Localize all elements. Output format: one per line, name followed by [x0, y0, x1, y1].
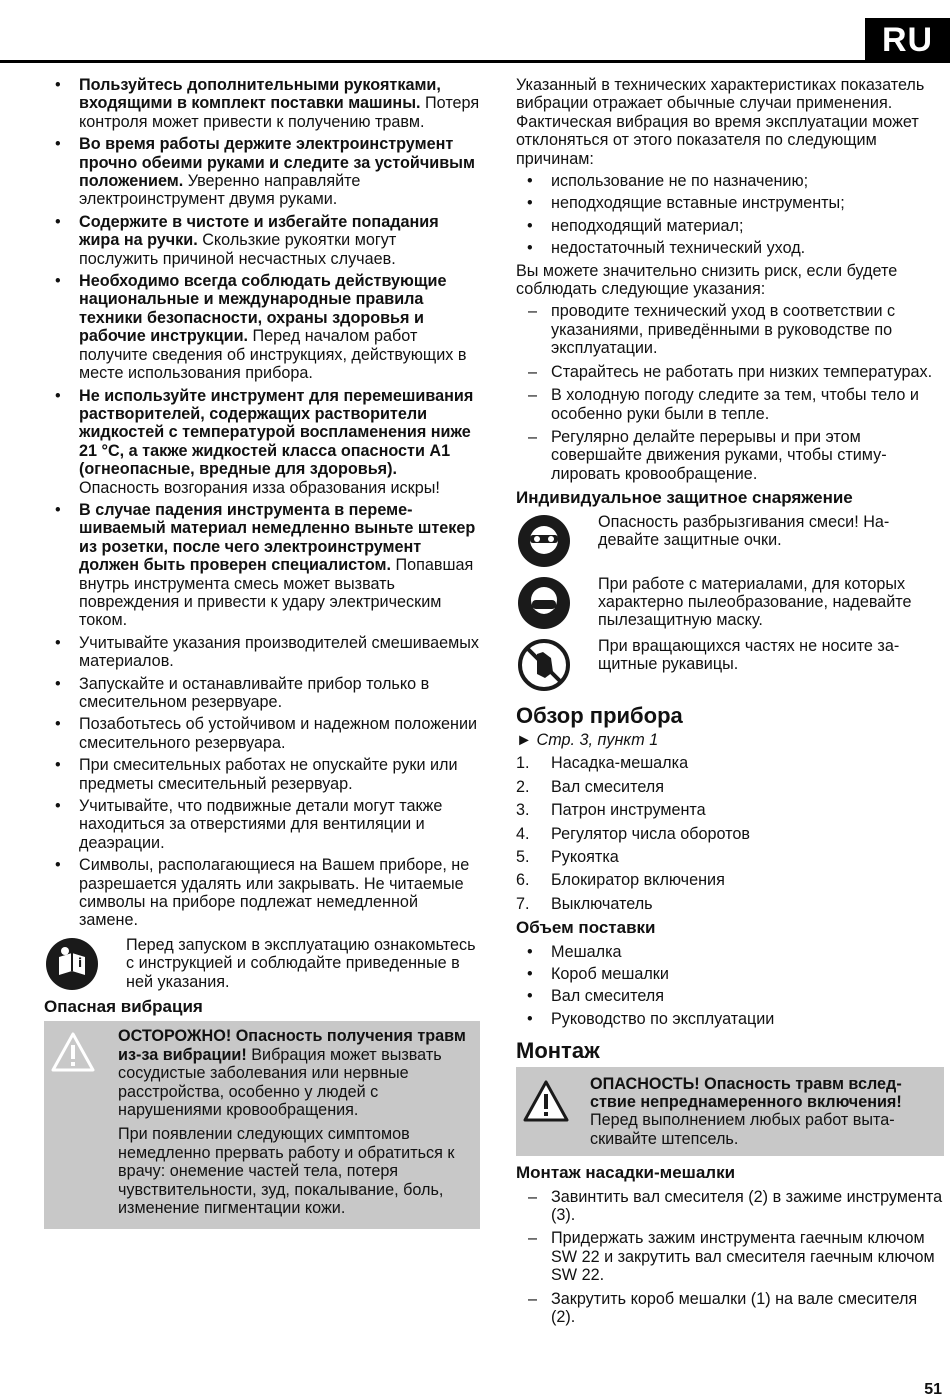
manual-note [44, 936, 480, 992]
list-item: • Короб мешалки [516, 965, 944, 983]
list-item: – В холодную погоду следите за тем, чтобы тело и особенно руки были в тепле. [516, 386, 944, 423]
list-item: • неподходящий материал; [516, 217, 944, 235]
warning-icon [50, 1027, 106, 1221]
header-rule [0, 60, 865, 63]
vibration-intro: Указанный в технических характеристиках показатель вибрации отражает обычные случаи применения. Фактическая вибрация во время эксплуатации может отклоняться от этого показателя по следующим причинам: [516, 76, 925, 168]
danger-icon [522, 1075, 578, 1149]
overview-list [516, 754, 944, 913]
montage-heading: Монтаж [516, 1038, 600, 1064]
safety-list [44, 76, 480, 930]
danger-box [516, 1067, 944, 1157]
mount-heading: Монтаж насадки-мешалки [516, 1163, 736, 1183]
list-item: 7. Выключатель [516, 894, 653, 913]
list-item: – Закрутить короб мешалки (1) на вале смесителя (2). [516, 1290, 944, 1327]
delivery-list [516, 943, 944, 1029]
vibration-heading: Опасная вибрация [44, 996, 203, 1016]
list-item: • Запускайте и останавливайте прибор только в смесительном резервуаре. [44, 675, 480, 712]
vibration-warning-box [44, 1021, 480, 1229]
list-item: 5. Рукоятка [516, 847, 619, 866]
danger-text: Перед выполнением любых работ вытаскивайте штепсель. [590, 1111, 895, 1148]
page-number: 51 [924, 1381, 942, 1398]
list-item: 3. Патрон инструмента [516, 801, 706, 820]
list-item: – проводите технический уход в соответствии с указаниями, приведёнными в руководстве по эксплуатации. [516, 302, 944, 357]
right-column [516, 76, 944, 1332]
list-item: • При смесительных работах не опускайте руки или предметы смесительный резервуар. [44, 756, 480, 793]
ppe-heading: Индивидуальное защитное снаряжение [516, 488, 853, 508]
list-item: • Позаботьтесь об устойчивом и надежном положении смесительного резервуара. [44, 715, 480, 752]
list-item: • Пользуйтесь дополнительными рукоятками, входящими в комплект поставки машины. Потеря контроля может привести к получению травм. [44, 76, 480, 131]
list-item: 2. Вал смесителя [516, 777, 665, 796]
list-item: 1. Насадка-мешалка [516, 754, 689, 773]
danger-title: ОПАСНОСТЬ! Опасность травм вследствие непреднамеренного включения! [590, 1074, 902, 1112]
list-item: • Учитывайте, что подвижные детали могут также находиться за отверстиями для вентиляции и деаэрации. [44, 797, 480, 852]
overview-ref: ► Стр. 3, пункт 1 [516, 730, 659, 749]
dust-mask-icon [516, 575, 572, 631]
svg-text:i: i [78, 955, 83, 970]
goggles-icon [516, 513, 572, 569]
ppe-item: Опасность разбрызгивания смеси! Надевайте защитные очки. [516, 513, 944, 569]
list-item: • Не используйте инструмент для перемешивания растворителей, содержащих растворители жидкостей с температурой воспламенения ниже 21 °C, а также жидкостей класса опасности А1 (огнеопасные, вредные для здоровья). Опасность возгорания изза образования искры! [44, 387, 480, 497]
list-item: 4. Регулятор числа оборотов [516, 824, 750, 843]
list-item: • Руководство по эксплуатации [516, 1010, 944, 1028]
language-tab: RU [865, 18, 950, 63]
warning-text: Вибрация может вызвать сосудистые заболевания или нервные расстройства, особенно у людей с нарушениями кровообращения. [118, 1045, 442, 1119]
read-manual-icon [44, 936, 100, 992]
delivery-heading: Объем поставки [516, 918, 656, 938]
ppe-item: При работе с материалами, для которых характерно пылеобразование, надевайте пылезащитную маску. [516, 575, 944, 631]
mount-steps [516, 1188, 944, 1327]
risk-intro: Вы можете значительно снизить риск, если будете соблюдать следующие указания: [516, 261, 898, 299]
list-item: • Символы, располагающиеся на Вашем приборе, не разрешается удалять или закрывать. Не читаемые символы на приборе подлежат немедленной замене. [44, 856, 480, 930]
list-item: • Содержите в чистоте и избегайте попадания жира на ручки. Скользкие рукоятки могут послужить причиной несчастных случаев. [44, 213, 480, 268]
list-item: • использование не по назначению; [516, 172, 944, 190]
list-item: – Старайтесь не работать при низких температурах. [516, 363, 944, 381]
overview-heading: Обзор прибора [516, 702, 683, 728]
list-item: • Мешалка [516, 943, 944, 961]
left-column [44, 76, 480, 1237]
list-item: • В случае падения инструмента в перемешиваемый материал немедленно выньте штекер из розетки, после чего электроинструмент должен быть проверен специалистом. Попавшая внутрь инструмента смесь может вызвать повреждения и привести к удару электрическим током. [44, 501, 480, 630]
warning-title: ОСТОРОЖНО! Опасность получения травм из-за вибрации! [118, 1027, 466, 1064]
manual-note-text: Перед запуском в эксплуатацию ознакомьтесь с инструкцией и соблюдайте приведенные в ней указания. [126, 935, 476, 991]
risk-steps [516, 302, 944, 483]
list-item: • неподходящие вставные инструменты; [516, 194, 944, 212]
reason-list [516, 172, 944, 258]
list-item: – Регулярно делайте перерывы и при этом совершайте движения руками, чтобы стимулировать кровообращение. [516, 428, 944, 483]
no-gloves-icon [516, 637, 572, 693]
list-item: • недостаточный технический уход. [516, 239, 944, 257]
list-item: • Во время работы держите электроинструмент прочно обеими руками и следите за устойчивым положением. Уверенно направляйте электроинструмент двумя руками. [44, 135, 480, 209]
ppe-item: При вращающихся частях не носите защитные рукавицы. [516, 637, 944, 693]
list-item: • Необходимо всегда соблюдать действующие национальные и международные правила техники безопасности, охраны здоровья и рабочие инструкции. Перед началом работ получите сведения об инструкциях, действующих в месте использования прибора. [44, 272, 480, 382]
list-item: – Завинтить вал смесителя (2) в зажиме инструмента (3). [516, 1188, 944, 1225]
list-item: – Придержать зажим инструмента гаечным ключом SW 22 и закрутить вал смесителя гаечным ключом SW 22. [516, 1229, 944, 1284]
list-item: • Вал смесителя [516, 987, 944, 1005]
list-item: • Учитывайте указания производителей смешиваемых материалов. [44, 634, 480, 671]
warning-text-2: При появлении следующих симптомов немедленно прервать работу и обратиться к врачу: онемение частей тела, потеря чувствительности, зуд, покалывание, боль, изменение пигментации кожи. [118, 1125, 455, 1217]
list-item: 6. Блокиратор включения [516, 871, 725, 890]
